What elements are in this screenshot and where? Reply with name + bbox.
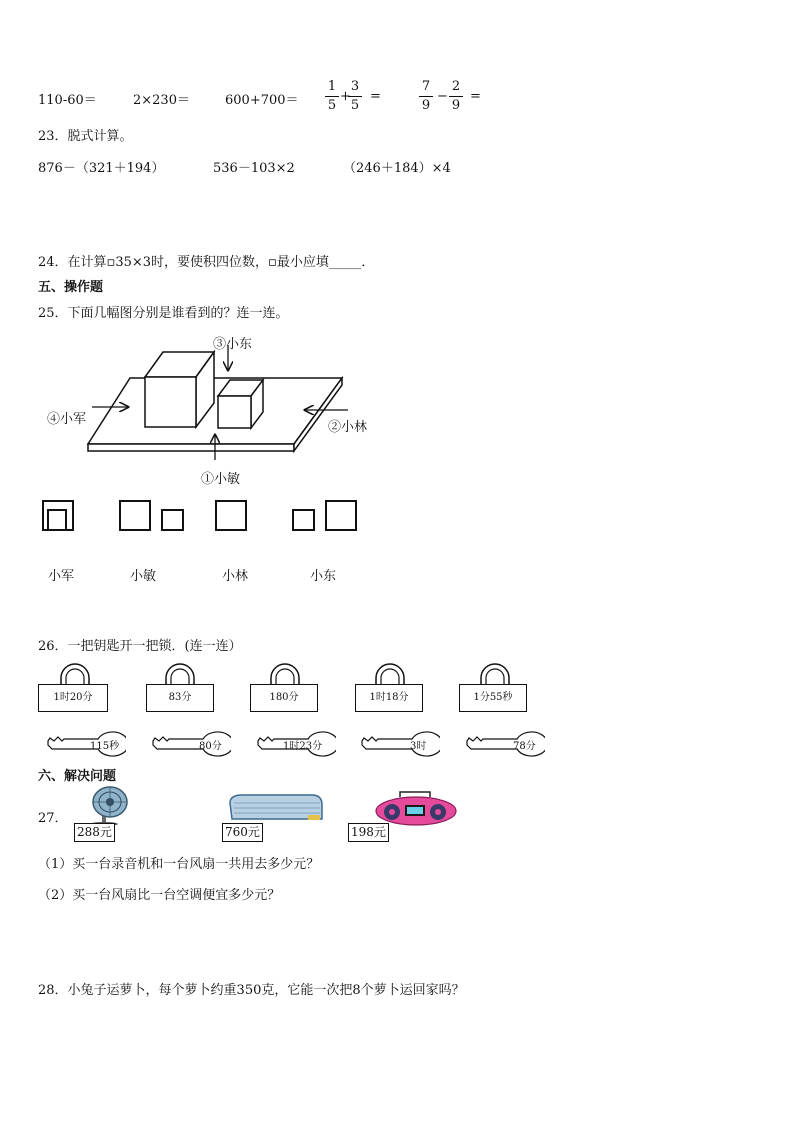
name-xiaomin[interactable]: 小敏 (130, 569, 157, 584)
equals-sign: = (470, 89, 481, 104)
q27-sub-2: （2）买一台风扇比一台空调便宜多少元？ (38, 888, 281, 903)
lock-shackle-icon (475, 662, 515, 686)
q26-title: 26．一把钥匙开一把锁．(连一连） (38, 639, 242, 654)
name-xiaolin[interactable]: 小林 (222, 569, 249, 584)
view-large-square (119, 500, 151, 531)
large-cube (145, 352, 214, 427)
q23-expr-2: 536－103×2 (213, 161, 295, 176)
radio-cassette-icon (374, 791, 460, 827)
label-xiaojun: ④小军 (47, 412, 87, 427)
q24-text: 24．在计算▫35×3时，要使积四位数，▫最小应填_____． (38, 255, 375, 270)
q23-expr-1: 876－（321＋194） (38, 161, 165, 176)
q27-sub-1: （1）买一台录音机和一台风扇一共用去多少元？ (38, 857, 320, 872)
fan-icon (80, 786, 136, 826)
lock-shackle-icon (265, 662, 305, 686)
calc-110-60: 110-60＝ (38, 93, 97, 108)
key-icon (360, 729, 440, 757)
q23-expr-3: （246＋184）×4 (343, 161, 451, 176)
label-xiaodong: ③小东 (213, 337, 253, 352)
section-6-heading: 六、解决问题 (38, 769, 117, 784)
air-conditioner-icon (228, 793, 324, 825)
lock-body: 1分55秒 (459, 684, 527, 712)
view-single-square (215, 500, 247, 531)
calc-2x230: 2×230＝ (133, 93, 190, 108)
view-inner-square (47, 509, 67, 529)
key-label: 78分 (513, 741, 536, 752)
small-cube (218, 380, 263, 428)
price-fan: 288元 (74, 823, 115, 842)
fraction-2-9: 2 9 (449, 79, 463, 114)
section-5-heading: 五、操作题 (38, 280, 104, 295)
q27-number: 27． (38, 811, 68, 826)
lock-shackle-icon (55, 662, 95, 686)
q25-title: 25．下面几幅图分别是谁看到的？连一连。 (38, 306, 289, 321)
view-small-square (161, 509, 184, 531)
plus-sign: + (340, 89, 351, 104)
name-xiaodong[interactable]: 小东 (310, 569, 337, 584)
q28-text: 28．小兔子运萝卜，每个萝卜约重350克，它能一次把8个萝卜运回家吗？ (38, 983, 465, 998)
label-xiaolin: ②小林 (328, 420, 368, 435)
fraction-3-5: 3 5 (348, 79, 362, 114)
key-label: 1时23分 (283, 741, 323, 752)
price-radio: 198元 (348, 823, 389, 842)
equals-sign: = (370, 89, 381, 104)
view-small-square (292, 509, 315, 531)
label-xiaomin: ①小敏 (201, 472, 241, 487)
key-label: 80分 (199, 741, 222, 752)
key-label: 115秒 (90, 741, 120, 752)
key-label: 3时 (410, 741, 427, 752)
minus-sign: − (437, 89, 448, 104)
price-air-conditioner: 760元 (222, 823, 263, 842)
fraction-7-9: 7 9 (419, 79, 433, 114)
lock-shackle-icon (370, 662, 410, 686)
calc-600+700: 600+700＝ (225, 93, 299, 108)
name-xiaojun[interactable]: 小军 (48, 569, 75, 584)
view-large-square (325, 500, 357, 531)
lock-body: 1时20分 (38, 684, 108, 712)
q23-title: 23．脱式计算。 (38, 129, 133, 144)
fraction-1-5: 1 5 (325, 79, 339, 114)
lock-body: 180分 (250, 684, 318, 712)
lock-body: 83分 (146, 684, 214, 712)
lock-shackle-icon (160, 662, 200, 686)
lock-body: 1时18分 (355, 684, 423, 712)
